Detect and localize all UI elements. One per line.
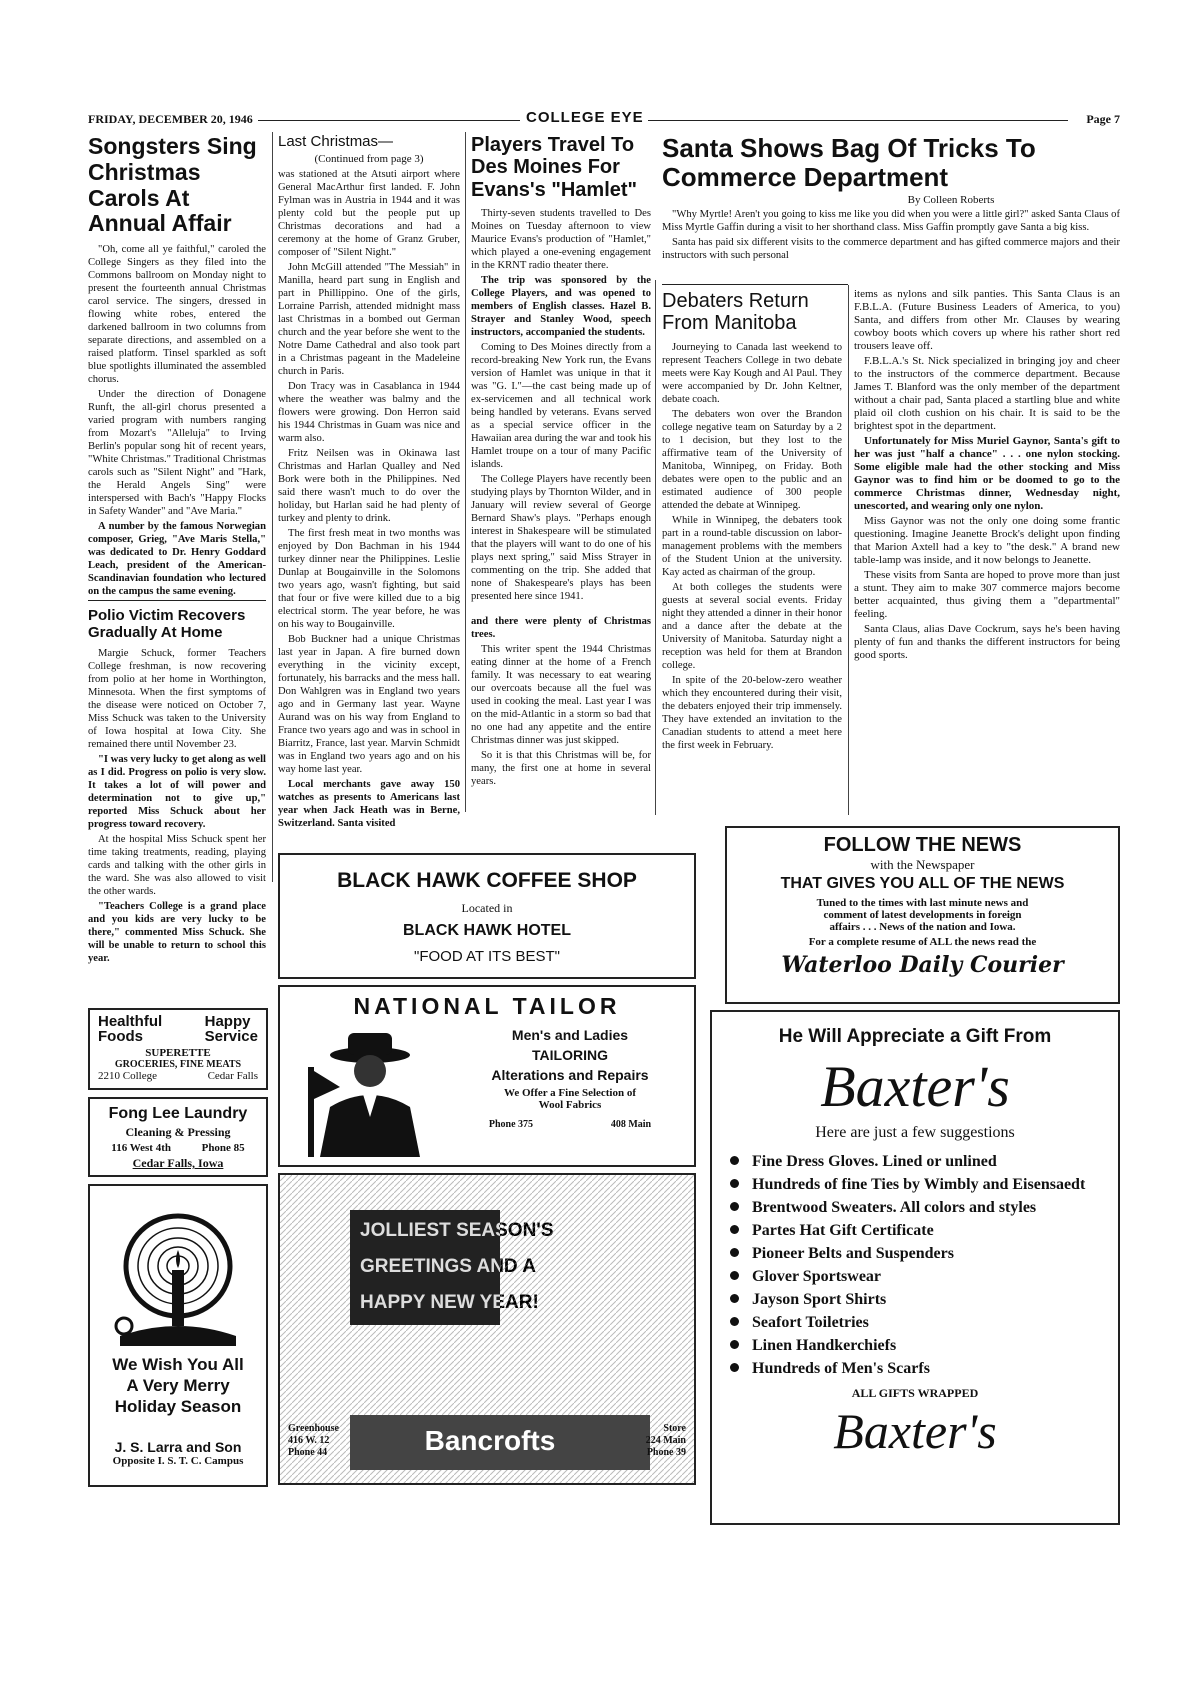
last-christmas-headline: Last Christmas— — [278, 134, 394, 150]
healthful-label: Healthful — [98, 1013, 163, 1030]
bullet-icon — [730, 1294, 739, 1303]
black-hawk-coffee-ad — [278, 853, 696, 979]
tailor-line-3: Alterations and Repairs — [491, 1067, 649, 1083]
superette-label: SUPERETTE — [145, 1047, 211, 1059]
national-tailor-ad — [278, 985, 696, 1167]
songsters-article — [88, 134, 266, 600]
coffee-located: Located in — [461, 901, 513, 915]
tailor-phone: Phone 375 — [488, 1119, 534, 1130]
last-christmas-para: Don Tracy was in Casablanca in 1944 where the weather was balmy and the flowers were growing. Don Herron said his 1944 Christmas in Guam was nice and warm also. — [278, 380, 460, 444]
polio-para: Margie Schuck, former Teachers College freshman, is now recovering from polio at her home in Worthington, Minnesota. When the first symptoms of the disease were noticed on October 7, Miss Schuck was taken to the University of Iowa hospital at Iowa City. She remained there until November 23. — [88, 647, 266, 750]
gift-item — [724, 1150, 1106, 1173]
bancrofts-greeting-2: GREETINGS AND A — [360, 1256, 536, 1277]
gift-item-label: Jayson Sport Shirts — [752, 1291, 887, 1308]
candle-wreath-illustration — [90, 1186, 266, 1354]
gift-item-label: Brentwood Sweaters. All colors and styles — [752, 1199, 1037, 1216]
laundry-city: Cedar Falls, Iowa — [132, 1156, 224, 1170]
laundry-name: Fong Lee Laundry — [108, 1105, 248, 1122]
larra-greeting-1: We Wish You All — [112, 1355, 244, 1374]
fong-lee-laundry-ad — [88, 1097, 268, 1177]
bancrofts-greenhouse-info — [288, 1423, 348, 1459]
last-christmas-para: Local merchants gave away 150 watches as presents to Americans last year when Jack Heath was in Berne, Switzerland. Santa visited — [278, 778, 460, 829]
players-headline: Players Travel To Des Moines For Evans's "Hamlet" — [471, 134, 638, 201]
follow-the-news-ad — [725, 826, 1120, 1004]
last-christmas-para: Fritz Neilsen was in Okinawa last Christmas and Harlan Qualley and Ned Bork were both in the Philippines. Ned said there wasn't much to do over the holiday, but Harlan said he had plenty of turkey and plenty to drink. — [278, 447, 460, 524]
gift-item — [724, 1196, 1106, 1219]
bullet-icon — [730, 1248, 739, 1257]
gift-item-label: Fine Dress Gloves. Lined or unlined — [752, 1153, 997, 1170]
larra-store-name: J. S. Larra and Son — [114, 1439, 242, 1455]
bancrofts-ad — [278, 1173, 696, 1485]
last-christmas-body — [278, 168, 460, 830]
greenhouse-label: Greenhouse — [288, 1423, 339, 1434]
santa-headline: Santa Shows Bag Of Tricks To Commerce Department — [662, 134, 1036, 193]
cont-para: This writer spent the 1944 Christmas eating dinner at the home of a French family. It was necessary to eat wearing our overcoats because all the fuel was used in cooking the meal. Last year I was on the mid-Atlantic in a storm so bad that no one had any appetite and the entire Christmas dinner was just skipped. — [471, 644, 651, 747]
santa-col-para: These visits from Santa are hoped to prove more than just a stunt. They aim to make 307 commerce majors become better acquainted, thus giving them a "departmental" feeling. — [854, 569, 1120, 620]
polio-para: "I was very lucky to get along as well as I did. Progress on polio is very slow. It takes a lot of will power and determination not to give up," reported Miss Schuck about her progress toward recovery. — [88, 753, 266, 830]
bancrofts-greeting-3: HAPPY NEW YEAR! — [360, 1292, 539, 1313]
follow-line-4: Tuned to the times with last minute news and — [816, 897, 1029, 909]
players-para: The trip was sponsored by the College Players, and was opened to members of English classes. Hazel B. Strayer and Stanley Wood, speech instructors, accompanied the students. — [471, 275, 651, 339]
santa-lead-body — [662, 208, 1120, 262]
last-christmas-para: was stationed at the Atsuti airport where General MacArthur first landed. F. John Fylman was in Austria in 1944 and it was plenty cold but the people put up Christmas decorations and had a ceremony at the home of Granz Gruber, composer of "Silent Night." — [278, 168, 460, 258]
debaters-body — [662, 341, 842, 752]
bullet-icon — [730, 1156, 739, 1165]
baxters-ad — [710, 1010, 1120, 1525]
tailor-line-5: Wool Fabrics — [538, 1099, 602, 1111]
last-christmas-article — [278, 134, 460, 934]
santa-byline: By Colleen Roberts — [907, 194, 995, 207]
baxters-logo: Baxter's — [820, 1054, 1010, 1119]
songsters-para: "Oh, come all ye faithful," caroled the College Singers as they filed into the Commons ballroom on Monday night to present the fourteenth annual Christmas carol service. The singers, dressed in flowing white robes, entered the darkened ballroom in two columns from separate directions, and assembled on a raised platform. Tinsel sparkled as soft blue spotlights illuminated the assembled chorus. — [88, 244, 266, 385]
bancrofts-store-info — [626, 1423, 686, 1459]
follow-line-7: For a complete resume of ALL the news read the — [808, 936, 1037, 948]
bullet-icon — [730, 1179, 739, 1188]
baxters-headline: He Will Appreciate a Gift From — [778, 1026, 1052, 1047]
laundry-address: 116 West 4th — [111, 1142, 171, 1154]
last-christmas-para: Bob Buckner had a unique Christmas last year in Japan. A fire burned down everything in the vicinity except, fortunately, his barracks and the mess hall. Don Wahlgren was in England two years ago and in Germany last year. Wayne Aurand was on his way from England to France two years ago and was in school in Biarritz, France, last year. Marvin Schmidt was in England two years ago and on his way home last year. — [278, 633, 460, 775]
debaters-para: While in Winnipeg, the debaters took part in a round-table discussion on labor-management problems with the members of the Student Union at the university. Kay acted as chairman of the group. — [662, 514, 842, 578]
songsters-para: A number by the famous Norwegian composer, Grieg, "Ave Maris Stella," was dedicated to Dr. Henry Goddard Leach, president of the American-Scandinavian foundation who lectured on the campus the same evening. — [88, 521, 266, 597]
greenhouse-phone: Phone 44 — [288, 1447, 328, 1458]
songsters-body — [88, 243, 266, 598]
polio-para: At the hospital Miss Schuck spent her time taking treatments, reading, playing cards and talking with the other girls in the ward. She was also allowed to visit the other wards. — [88, 833, 266, 897]
page-number: Page 7 — [1086, 112, 1120, 126]
gift-item — [724, 1334, 1106, 1357]
gift-item-label: Seafort Toiletries — [752, 1314, 869, 1331]
gift-item — [724, 1357, 1106, 1380]
cont-para: So it is that this Christmas will be, for many, the first one at home in several years. — [471, 750, 651, 788]
healthful-foods-ad — [88, 1008, 268, 1090]
gift-item — [724, 1311, 1106, 1334]
baxters-intro: Here are just a few suggestions — [815, 1124, 1015, 1141]
santa-article-lead — [662, 134, 1120, 284]
tailor-name: NATIONAL TAILOR — [353, 993, 621, 1019]
bullet-icon — [730, 1340, 739, 1349]
tailor-line-1: Men's and Ladies — [511, 1027, 629, 1043]
bullet-icon — [730, 1271, 739, 1280]
songsters-para: Under the direction of Donagene Runft, the all-girl chorus presented a varied program with numbers ranging from Mozart's "Alleluja" to Irving Berlin's popular song hit of recent years, "White Christmas." Traditional Christmas carols such as "Silent Night" and "Hark, the Herald Angels Sing" were interspersed with Bach's "Happy Flocks in Safety Wander" and "Ave Maria." — [88, 389, 266, 517]
players-para: The College Players have recently been studying plays by Thornton Wilder, and in January will review several of George Bernard Shaw's plays. "Perhaps enough interest in Shakespeare will be stimulated that the players will want to do one of his plays next spring," said Miss Strayer in commenting on the trip. She added that none of Shakespeare's plays has been presented here since 1941. — [471, 474, 651, 603]
gift-item — [724, 1265, 1106, 1288]
bancrofts-name: Bancrofts — [424, 1425, 556, 1456]
tailor-address: 408 Main — [610, 1119, 652, 1130]
santa-para: Santa has paid six different visits to the commerce department and has gifted commerce majors and their instructors with such personal — [662, 237, 1120, 262]
players-para: Coming to Des Moines directly from a record-breaking New York run, the Evans version of Hamlet was unique in that it was "G. I."—the cast being made up of ex-servicemen and all technical work being handled by veterans. Evans served as a special service officer in the Hawaiian area during the war and took his Hamlet troupe on a tour of many Pacific islands. — [471, 342, 651, 471]
players-para: Thirty-seven students travelled to Des Moines on Tuesday afternoon to view Maurice Evans's production of "Hamlet," which played a one-evening engagement in the KRNT radio theater there. — [471, 208, 651, 272]
follow-headline: FOLLOW THE NEWS — [823, 834, 1022, 856]
coffee-shop-name: BLACK HAWK COFFEE SHOP — [337, 869, 637, 892]
happy-label: Happy — [204, 1013, 251, 1030]
gift-item-label: Hundreds of fine Ties by Wimbly and Eisensaedt — [752, 1176, 1086, 1193]
last-christmas-para: John McGill attended "The Messiah" in Manilla, heard part sung in English and part in Phillippino. One of the girls, Lorraine Parrish, attended midnight mass last Christmas in a bombed out German church and the year before she went to the Notre Dame Cathedral and also took part in a Christmas pageant in the Madeleine church in Paris. — [278, 261, 460, 377]
debaters-para: At both colleges the students were guests at several social events. Friday night they attended a dinner in their honor and a dance after the debate at the University of Manitoba. Saturday night a reception was held for them at Brandon college. — [662, 581, 842, 671]
debaters-article — [662, 290, 842, 815]
laundry-phone: Phone 85 — [201, 1142, 245, 1154]
foods-label: Foods — [98, 1028, 143, 1045]
gift-suggestions-list — [724, 1150, 1106, 1380]
last-christmas-para: The first fresh meat in two months was enjoyed by Don Bachman in his 1944 turkey dinner near the Philippines. Leslie Dunlap at Bougainville in the Solomons two years ago, wasn't fighting, but said that four or five were killed due to a big electrical storm. The year before, he was on his way to Bougainville. — [278, 527, 460, 630]
service-label: Service — [204, 1028, 258, 1045]
continued-note: (Continued from page 3) — [314, 152, 424, 165]
players-body — [471, 207, 651, 788]
santa-column-body — [854, 288, 1120, 662]
follow-tagline: THAT GIVES YOU ALL OF THE NEWS — [780, 875, 1065, 892]
follow-line-5: comment of latest developments in foreign — [823, 909, 1022, 921]
songsters-headline: Songsters Sing Christmas Carols At Annual Affair — [88, 134, 257, 237]
santa-col-para: Santa Claus, alias Dave Cockrum, says he's been having plenty of fun and thanks the different instructors for being good sports. — [854, 623, 1120, 661]
gift-item-label: Linen Handkerchiefs — [752, 1337, 897, 1354]
santa-col-para: Unfortunately for Miss Muriel Gaynor, Santa's gift to her was just "half a chance" . . . one nylon stocking. Some eligible male had the other stocking and Miss Gaynor was to find him or be doomed to go to the commerce Christmas dinner, Wednesday night, unescorted, and wearing only one nylon. — [854, 435, 1120, 512]
bullet-icon — [730, 1363, 739, 1372]
santa-col-para: F.B.L.A.'s St. Nick specialized in bringing joy and cheer to the instructors of the commerce department. Because James T. Blanford was the only member of the department without a chair pad, Santa placed a startling blue and white plaid oil cloth cushion on his chair. It is said to be the brightest spot in the department. — [854, 355, 1120, 432]
bancrofts-greeting-1: JOLLIEST SEASON'S — [360, 1220, 554, 1241]
bullet-icon — [730, 1225, 739, 1234]
healthful-city: Cedar Falls — [207, 1070, 258, 1082]
follow-subline: with the Newspaper — [870, 857, 975, 872]
gift-item-label: Partes Hat Gift Certificate — [752, 1222, 934, 1239]
debaters-headline: Debaters Return From Manitoba — [662, 290, 809, 335]
coffee-hotel: BLACK HAWK HOTEL — [403, 922, 571, 939]
gifts-wrapped-note: ALL GIFTS WRAPPED — [851, 1386, 979, 1400]
players-article — [471, 134, 651, 814]
larra-location: Opposite I. S. T. C. Campus — [112, 1455, 244, 1467]
follow-line-6: affairs . . . News of the nation and Iowa. — [829, 921, 1016, 933]
larra-greeting-3: Holiday Season — [114, 1397, 242, 1416]
coffee-slogan: "FOOD AT ITS BEST" — [414, 948, 560, 965]
store-label: Store — [663, 1423, 686, 1434]
tailor-line-2: TAILORING — [532, 1047, 608, 1063]
cont-para: and there were plenty of Christmas trees. — [471, 616, 651, 641]
gift-item-label: Pioneer Belts and Suspenders — [752, 1245, 954, 1262]
healthful-address: 2210 College — [98, 1070, 157, 1082]
polio-body — [88, 647, 266, 965]
tailor-man-illustration — [290, 1027, 440, 1157]
gift-item-label: Hundreds of Men's Scarfs — [752, 1360, 930, 1377]
larra-holiday-ad — [88, 1184, 268, 1487]
polio-article — [88, 608, 266, 1003]
laundry-service: Cleaning & Pressing — [125, 1125, 231, 1139]
polio-headline: Polio Victim Recovers Gradually At Home — [88, 608, 246, 641]
groceries-label: GROCERIES, FINE MEATS — [114, 1059, 242, 1070]
gift-item — [724, 1173, 1106, 1196]
polio-para: "Teachers College is a grand place and you kids are very lucky to be there," commented Miss Schuck. She will be unable to return to school this year. — [88, 900, 266, 964]
courier-masthead: Waterloo Daily Courier — [781, 952, 1064, 978]
masthead — [88, 109, 1120, 130]
santa-article-column — [854, 288, 1120, 815]
store-address: 224 Main — [645, 1435, 686, 1446]
bullet-icon — [730, 1202, 739, 1211]
debaters-para: Journeying to Canada last weekend to represent Teachers College in two debate meets were Kay Kough and Al Paul. They were accompanied by Dr. John Keltner, debate coach. — [662, 341, 842, 405]
paper-name: COLLEGE EYE — [526, 109, 644, 126]
santa-col-para: Miss Gaynor was not the only one doing some frantic questioning. Imagine Jeanette Brock's delight upon finding that Marion Axtell had a key to "the desk." A brand new table-lamp was inside, and it now belongs to Jeanette. — [854, 515, 1120, 566]
santa-para: "Why Myrtle! Aren't you going to kiss me like you did when you were a little girl?" asked Santa Claus of Miss Myrtle Gaffin during a visit to her shorthand class. Miss Gaffin promptly gave Santa a big kiss. — [662, 209, 1120, 234]
larra-greeting-2: A Very Merry — [126, 1376, 230, 1395]
gift-item-label: Glover Sportswear — [752, 1268, 882, 1285]
issue-date: FRIDAY, DECEMBER 20, 1946 — [88, 112, 253, 126]
gift-item — [724, 1288, 1106, 1311]
tailor-line-4: We Offer a Fine Selection of — [503, 1087, 637, 1099]
gift-item — [724, 1242, 1106, 1265]
santa-col-para: items as nylons and silk panties. This Santa Claus is an F.B.L.A. (Future Business Leaders of America, to you) Santa, and differs from other Mr. Clauses by wearing cowboy boots which covers up where his rather short red trousers leave off. — [854, 288, 1120, 352]
debaters-para: The debaters won over the Brandon college negative team on Saturday by a 2 to 1 decision, but they lost to the affirmative team of the University of Manitoba, Winnipeg, on Friday. Both debates were open to the public and an estimated audience of 300 people attended the debate at Winnipeg. — [662, 408, 842, 511]
gift-item — [724, 1219, 1106, 1242]
bullet-icon — [730, 1317, 739, 1326]
baxters-logo-bottom: Baxter's — [833, 1403, 997, 1459]
debaters-para: In spite of the 20-below-zero weather which they encountered during their visit, the debaters enjoyed their trip immensely. They have extended an invitation to the Canadian students to attend a meet here the first week in February. — [662, 674, 842, 751]
store-phone: Phone 39 — [646, 1447, 686, 1458]
greenhouse-address: 416 W. 12 — [288, 1435, 330, 1446]
